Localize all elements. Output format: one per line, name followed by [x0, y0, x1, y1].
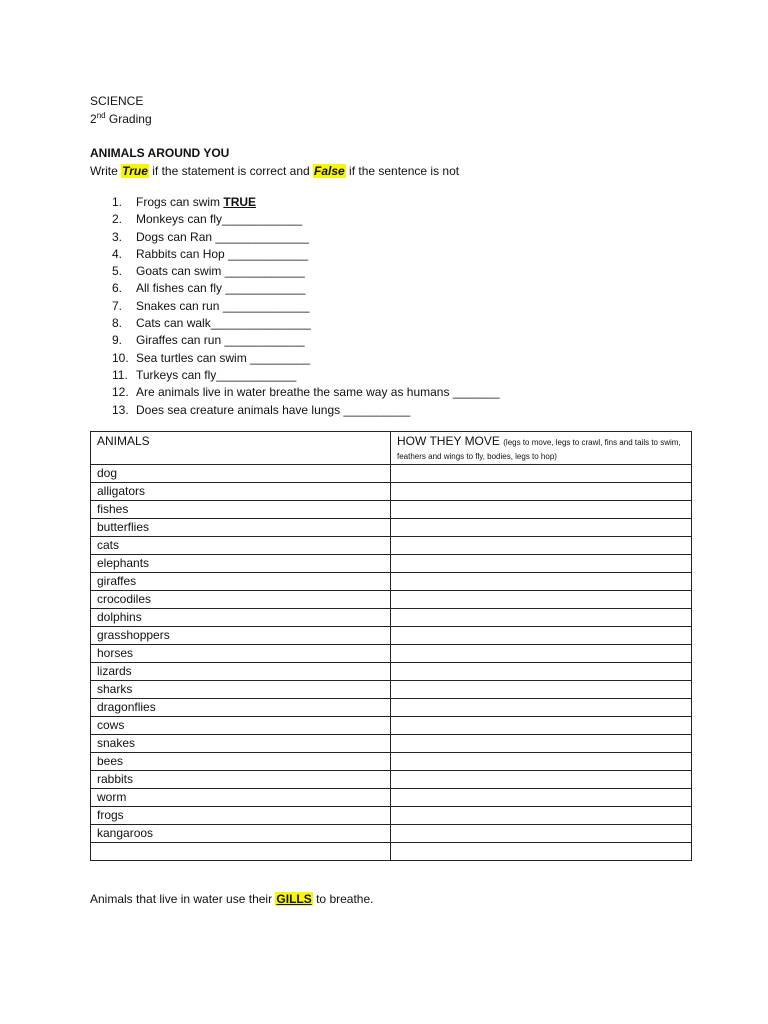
answer-cell[interactable] — [391, 753, 692, 771]
question-number: 2. — [112, 212, 123, 227]
question-number: 10. — [112, 350, 129, 365]
how-they-move-column-header — [391, 432, 692, 465]
table-header-row — [91, 432, 692, 465]
instruction-part-1: Write — [90, 164, 122, 178]
animals-table — [90, 431, 692, 861]
grade-word: Grading — [105, 112, 152, 126]
animal-cell: cows — [91, 717, 391, 735]
animal-cell: dragonflies — [91, 699, 391, 717]
question-text: Monkeys can fly____________ — [136, 212, 303, 227]
table-row — [91, 501, 692, 519]
table-row — [91, 699, 692, 717]
question-item — [112, 384, 500, 401]
false-keyword: False — [314, 164, 345, 178]
question-list — [112, 194, 500, 419]
question-text: Giraffes can run ____________ — [136, 333, 305, 348]
animal-cell: bees — [91, 753, 391, 771]
question-number: 8. — [112, 316, 123, 331]
animal-cell: worm — [91, 789, 391, 807]
footer-part-3: to breathe. — [312, 892, 374, 906]
animal-cell: cats — [91, 537, 391, 555]
question-item — [112, 280, 500, 297]
question-item — [112, 332, 500, 349]
table-row — [91, 681, 692, 699]
animal-cell: grasshoppers — [91, 627, 391, 645]
question-text: Frogs can swim — [136, 195, 224, 209]
question-number: 5. — [112, 264, 123, 279]
question-text: Cats can walk_______________ — [136, 316, 311, 331]
question-item — [112, 350, 500, 367]
answer-cell[interactable] — [391, 645, 692, 663]
question-number: 4. — [112, 246, 123, 261]
question-text: Sea turtles can swim _________ — [136, 350, 311, 365]
animal-cell: elephants — [91, 555, 391, 573]
answer-cell[interactable] — [391, 483, 692, 501]
answer-cell[interactable] — [391, 555, 692, 573]
table-row — [91, 843, 692, 861]
question-number: 3. — [112, 229, 123, 244]
answer-cell[interactable] — [391, 825, 692, 843]
animal-cell: rabbits — [91, 771, 391, 789]
question-item — [112, 229, 500, 246]
table-row — [91, 465, 692, 483]
animal-cell: crocodiles — [91, 591, 391, 609]
animal-cell: horses — [91, 645, 391, 663]
answer-cell[interactable] — [391, 573, 692, 591]
question-item — [112, 367, 500, 384]
gills-keyword: GILLS — [276, 892, 312, 906]
how-they-move-title: HOW THEY MOVE — [397, 434, 500, 448]
table-row — [91, 717, 692, 735]
table-row — [91, 735, 692, 753]
how-they-move-note: (legs to move, legs to crawl, fins and tails to swim, feathers and wings to fly, bodies, legs to hop) — [397, 438, 681, 461]
answer-cell[interactable] — [391, 771, 692, 789]
animal-cell[interactable] — [91, 843, 391, 861]
table-row — [91, 555, 692, 573]
table-row — [91, 591, 692, 609]
table-row — [91, 483, 692, 501]
question-number: 9. — [112, 333, 123, 348]
animal-cell: giraffes — [91, 573, 391, 591]
question-text: Does sea creature animals have lungs __________ — [136, 402, 411, 417]
table-row — [91, 771, 692, 789]
footer-line — [90, 891, 373, 908]
answer-cell[interactable] — [391, 843, 692, 861]
question-text: Dogs can Ran ______________ — [136, 229, 309, 244]
question-item — [112, 402, 500, 419]
question-item — [112, 194, 500, 211]
table-row — [91, 825, 692, 843]
answer-cell[interactable] — [391, 501, 692, 519]
answer-cell[interactable] — [391, 465, 692, 483]
answer-cell[interactable] — [391, 519, 692, 537]
question-text: Turkeys can fly____________ — [136, 367, 297, 382]
table-row — [91, 609, 692, 627]
table-row — [91, 627, 692, 645]
answer-cell[interactable] — [391, 537, 692, 555]
instruction-line — [90, 163, 459, 180]
table-row — [91, 573, 692, 591]
animal-cell: frogs — [91, 807, 391, 825]
question-text: Rabbits can Hop ____________ — [136, 246, 309, 261]
table-row — [91, 753, 692, 771]
question-number: 1. — [112, 195, 123, 209]
question-number: 12. — [112, 385, 129, 400]
table-row — [91, 807, 692, 825]
grade-suffix: nd — [96, 111, 106, 120]
true-keyword: True — [122, 164, 148, 178]
question-item — [112, 246, 500, 263]
animal-cell: dolphins — [91, 609, 391, 627]
question-item — [112, 315, 500, 332]
grade-line — [90, 111, 152, 128]
instruction-part-3: if the statement is correct and — [148, 164, 313, 178]
answer-cell[interactable] — [391, 627, 692, 645]
question-text: Are animals live in water breathe the same way as humans _______ — [136, 385, 500, 400]
answer-cell[interactable] — [391, 681, 692, 699]
answer-cell[interactable] — [391, 717, 692, 735]
subject-heading: SCIENCE — [90, 94, 144, 108]
question-number: 13. — [112, 402, 129, 417]
animal-cell: lizards — [91, 663, 391, 681]
animal-cell: kangaroos — [91, 825, 391, 843]
question-text: Goats can swim ____________ — [136, 264, 305, 279]
grade-number: 2 — [90, 112, 97, 126]
answer-cell[interactable] — [391, 699, 692, 717]
section-title: ANIMALS AROUND YOU — [90, 146, 230, 160]
table-row — [91, 663, 692, 681]
animal-cell: fishes — [91, 501, 391, 519]
answer-cell[interactable] — [391, 807, 692, 825]
question-item — [112, 263, 500, 280]
question-answer: TRUE — [223, 195, 257, 209]
question-item — [112, 211, 500, 228]
question-item — [112, 298, 500, 315]
question-text: Snakes can run _____________ — [136, 298, 310, 313]
table-row — [91, 789, 692, 807]
answer-cell[interactable] — [391, 735, 692, 753]
animal-cell: butterflies — [91, 519, 391, 537]
table-row — [91, 537, 692, 555]
question-number: 6. — [112, 281, 123, 296]
footer-part-1: Animals that live in water use their — [90, 892, 276, 906]
answer-cell[interactable] — [391, 663, 692, 681]
animals-column-header: ANIMALS — [91, 432, 391, 465]
animal-cell: dog — [91, 465, 391, 483]
question-number: 7. — [112, 298, 123, 313]
question-number: 11. — [112, 367, 128, 382]
table-row — [91, 519, 692, 537]
answer-cell[interactable] — [391, 789, 692, 807]
animal-cell: alligators — [91, 483, 391, 501]
instruction-part-5: if the sentence is not — [345, 164, 460, 178]
table-row — [91, 645, 692, 663]
question-text: All fishes can fly ____________ — [136, 281, 306, 296]
animal-cell: snakes — [91, 735, 391, 753]
answer-cell[interactable] — [391, 591, 692, 609]
answer-cell[interactable] — [391, 609, 692, 627]
animal-cell: sharks — [91, 681, 391, 699]
